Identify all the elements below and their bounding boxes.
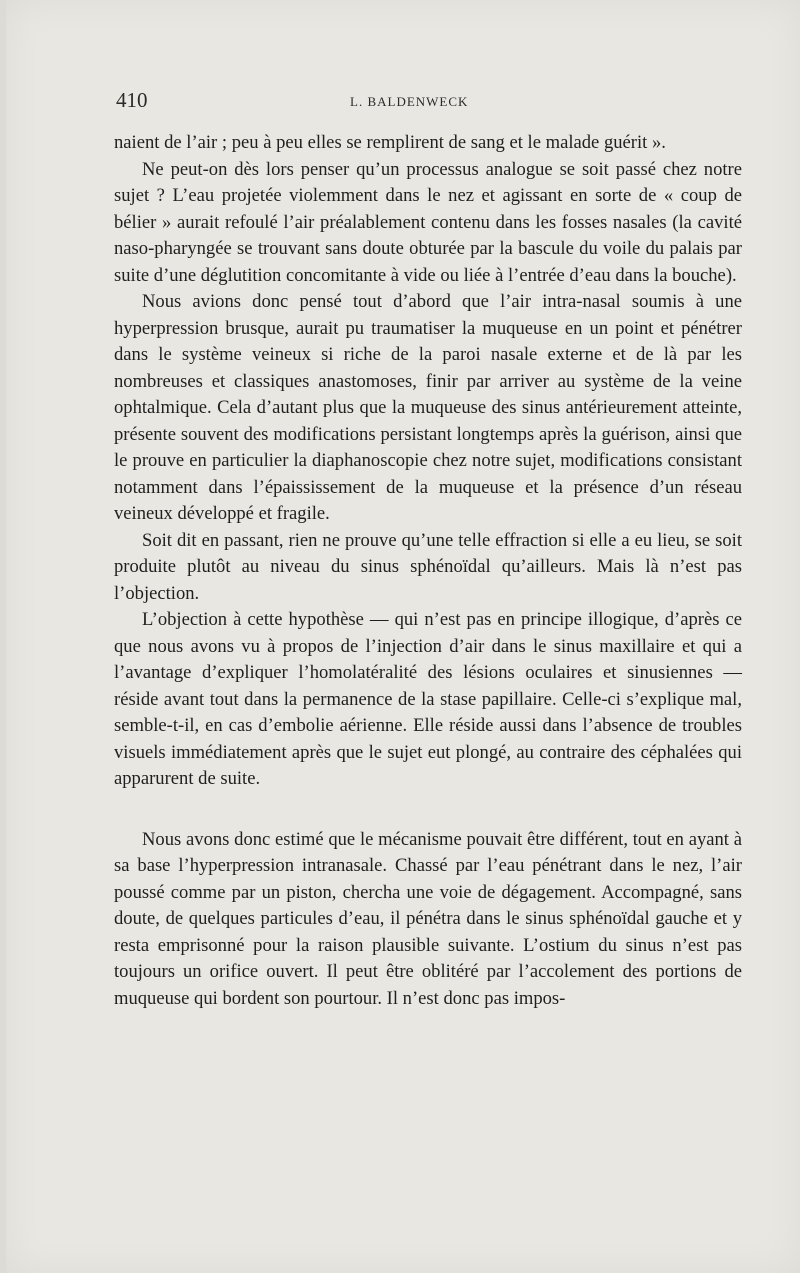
page-header (116, 88, 738, 114)
paragraph: Ne peut-on dès lors penser qu’un processus analogue se soit passé chez notre sujet ? L’eau projetée violemment dans le nez et agissant en sorte de « coup de bélier » aurait refoulé l’air préalablement contenu dans les fosses nasales (la cavité naso-pharyngée se trouvant sans doute obturée par la bascule du voile du palais par suite d’une déglutition concomitante à vide ou liée à l’entrée d’eau dans la bouche). (114, 158, 742, 286)
paragraph: Nous avons donc estimé que le mécanisme pouvait être différent, tout en ayant à sa base l’hyperpression intranasale. Chassé par l’eau pénétrant dans le nez, l’air poussé comme par un piston, chercha une voie de dégagement. Accompagné, sans doute, de quelques particules d’eau, il pénétra dans le sinus sphénoïdal gauche et y resta emprisonné pour la raison plausible suivante. L’ostium du sinus n’est pas toujours un orifice ouvert. Il peut être oblitéré par l’accolement des portions de muqueuse qui bordent son pourtour. Il n’est donc pas impos- (114, 828, 742, 1009)
page-number: 410 (116, 88, 148, 112)
section-break (114, 793, 742, 827)
paragraph: naient de l’air ; peu à peu elles se remplirent de sang et le malade guérit ». (114, 132, 666, 153)
paragraph: Soit dit en passant, rien ne prouve qu’une telle effraction si elle a eu lieu, se soit produite plutôt au niveau du sinus sphénoïdal qu’ailleurs. Mais là n’est pas l’objection. (114, 529, 742, 604)
running-head: L. BALDENWECK (350, 94, 469, 109)
body-text (114, 130, 742, 1012)
book-page (6, 0, 800, 1273)
paragraph: Nous avions donc pensé tout d’abord que l’air intra-nasal soumis à une hyperpression brusque, aurait pu traumatiser la muqueuse en un point et pénétrer dans le système veineux si riche de la paroi nasale externe et de là par les nombreuses et classiques anastomoses, finir par arriver au système de la veine ophtalmique. Cela d’autant plus que la muqueuse des sinus antérieurement atteinte, présente souvent des modifications persistant longtemps après la guérison, ainsi que le prouve en particulier la diaphanoscopie chez notre sujet, modifications consistant notamment dans l’épaississement de la muqueuse et la présence d’un réseau veineux développé et fragile. (114, 291, 742, 524)
paragraph: L’objection à cette hypothèse — qui n’est pas en principe illogique, d’après ce que nous avons vu à propos de l’injection d’air dans le sinus maxillaire et qui a l’avantage d’expliquer l’homolatéralité des lésions oculaires et sinusiennes — réside avant tout dans la permanence de la stase papillaire. Celle-ci s’explique mal, semble-t-il, en cas d’embolie aérienne. Elle réside aussi dans l’absence de troubles visuels immédiatement après que le sujet eut plongé, au contraire des céphalées qui apparurent de suite. (114, 609, 742, 789)
